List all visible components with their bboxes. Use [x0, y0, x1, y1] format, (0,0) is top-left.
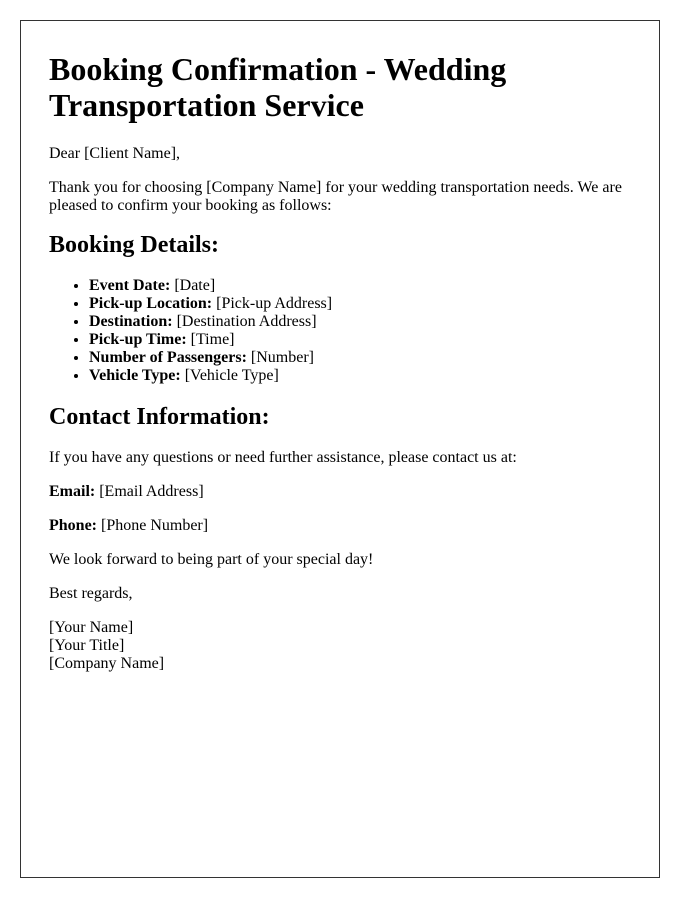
salutation: Dear [Client Name], — [49, 145, 181, 162]
phone-line — [49, 517, 631, 535]
intro-paragraph: Thank you for choosing [Company Name] for your wedding transportation needs. We are pleased to confirm your booking as follows: — [49, 179, 622, 214]
detail-value: [Pick-up Address] — [216, 295, 333, 312]
detail-label: Pick-up Location: — [89, 295, 213, 312]
detail-label: Vehicle Type: — [89, 367, 181, 384]
signature-title: [Your Title] — [49, 637, 125, 654]
contact-intro: If you have any questions or need further assistance, please contact us at: — [49, 449, 517, 466]
signature-company: [Company Name] — [49, 655, 165, 672]
email-value: [Email Address] — [99, 483, 204, 500]
list-item — [89, 367, 631, 385]
contact-information-heading: Contact Information: — [49, 404, 270, 430]
detail-label: Destination: — [89, 313, 173, 330]
detail-value: [Vehicle Type] — [184, 367, 279, 384]
list-item — [89, 295, 631, 313]
signature-block — [49, 619, 631, 673]
detail-value: [Number] — [250, 349, 314, 366]
closing-line: We look forward to being part of your special day! — [49, 551, 374, 568]
booking-details-heading: Booking Details: — [49, 232, 220, 258]
sign-off: Best regards, — [49, 585, 133, 602]
detail-label: Number of Passengers: — [89, 349, 247, 366]
detail-label: Pick-up Time: — [89, 331, 187, 348]
phone-label: Phone: — [49, 517, 97, 534]
detail-value: [Destination Address] — [176, 313, 317, 330]
list-item — [89, 331, 631, 349]
signature-name: [Your Name] — [49, 619, 134, 636]
email-line — [49, 483, 631, 501]
list-item — [89, 313, 631, 331]
detail-value: [Date] — [174, 277, 216, 294]
page-title: Booking Confirmation - Wedding Transportation Service — [49, 51, 507, 123]
detail-value: [Time] — [190, 331, 235, 348]
letter-page — [20, 20, 660, 878]
email-label: Email: — [49, 483, 96, 500]
list-item — [89, 277, 631, 295]
phone-value: [Phone Number] — [101, 517, 209, 534]
booking-details-list — [49, 277, 631, 385]
detail-label: Event Date: — [89, 277, 171, 294]
list-item — [89, 349, 631, 367]
